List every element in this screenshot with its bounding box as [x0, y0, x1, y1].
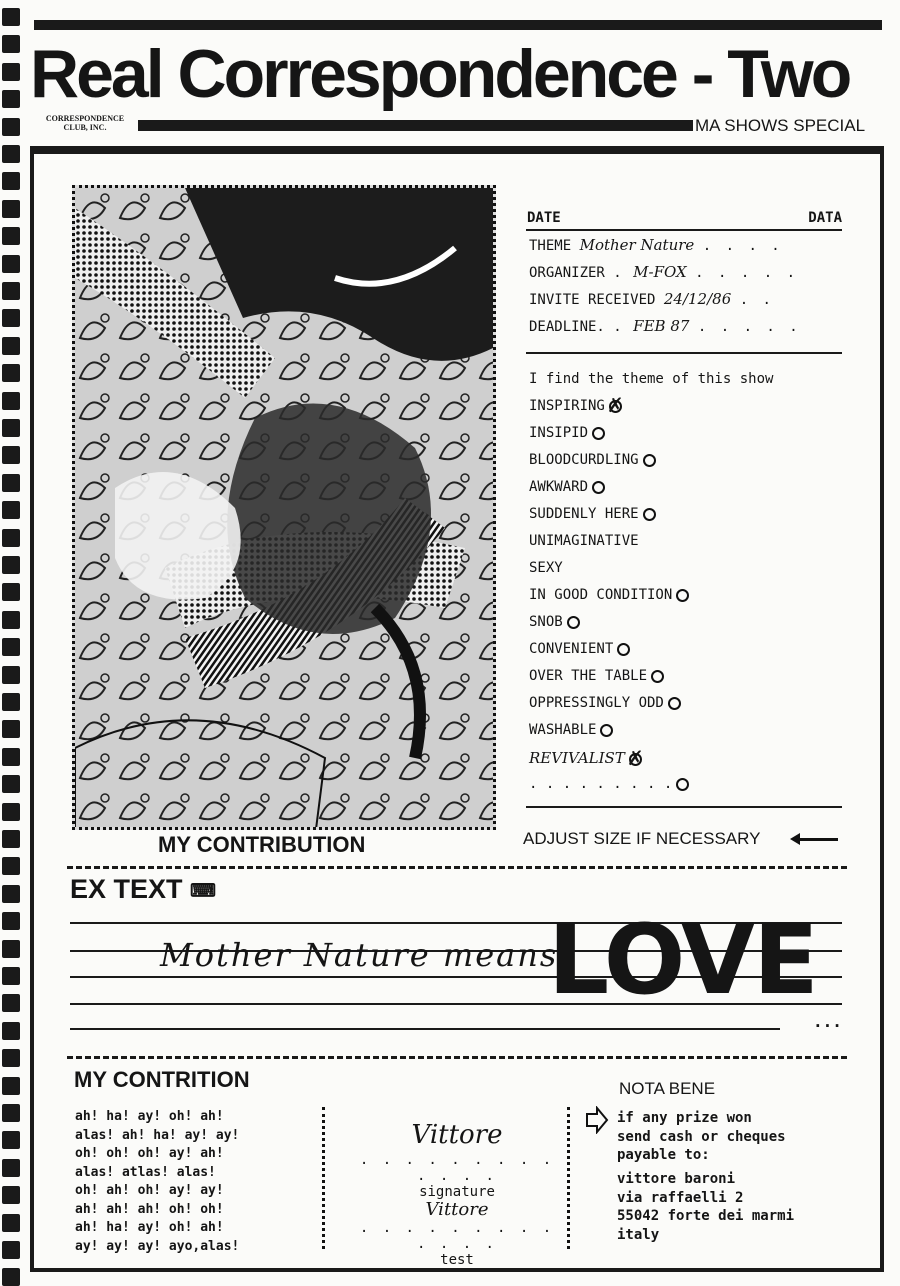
check-mark-icon: ✗	[606, 392, 624, 417]
option-circle-icon[interactable]	[643, 508, 656, 521]
contrition-label: MY CONTRITION	[74, 1067, 250, 1092]
spiral-hole	[2, 1268, 20, 1286]
pointer-arrow-icon	[585, 1106, 609, 1134]
option-circle-icon[interactable]	[617, 643, 630, 656]
theme-option	[529, 392, 624, 417]
spiral-hole	[2, 8, 20, 26]
payee-address	[617, 1170, 794, 1244]
contrition-line: ah! ha! ay! oh! ah!	[75, 1220, 224, 1235]
theme-option	[529, 695, 681, 711]
option-circle-icon[interactable]	[606, 392, 624, 417]
theme-option-label: SNOB	[529, 614, 563, 630]
spiral-hole	[2, 1022, 20, 1040]
spiral-hole	[2, 227, 20, 245]
theme-option-label: CONVENIENT	[529, 641, 614, 657]
theme-option-label: REVIVALIST	[529, 749, 625, 767]
theme-option-label: BLOODCURDLING	[529, 452, 639, 468]
theme-label: THEME	[529, 238, 572, 254]
spiral-hole	[2, 337, 20, 355]
spiral-hole	[2, 940, 20, 958]
invite-row	[529, 290, 774, 308]
invite-label: INVITE RECEIVED	[529, 292, 656, 308]
dashed-divider-1	[67, 866, 847, 869]
adjust-size-note: ADJUST SIZE IF NECESSARY	[523, 829, 761, 848]
spiral-hole	[2, 912, 20, 930]
theme-option	[529, 641, 630, 657]
theme-option	[529, 506, 656, 522]
spiral-hole	[2, 857, 20, 875]
club-line-1: CORRESPONDENCE	[45, 114, 125, 123]
dotted-divider-left	[322, 1107, 325, 1249]
contrition-line: ah! ah! ah! oh! oh!	[75, 1201, 224, 1217]
date-label: DATE	[527, 210, 561, 226]
spiral-hole	[2, 1186, 20, 1204]
spiral-hole	[2, 967, 20, 985]
spiral-hole	[2, 1241, 20, 1259]
theme-option	[529, 776, 689, 792]
theme-option-label: SEXY	[529, 560, 563, 576]
invite-value: 24/12/86	[663, 290, 732, 308]
theme-row	[529, 236, 783, 254]
contrition-line: alas! atlas! alas!	[75, 1164, 216, 1180]
theme-option-label: INSPIRING	[529, 398, 605, 414]
nota-bene-text	[617, 1109, 786, 1165]
theme-option	[529, 479, 605, 495]
option-circle-icon[interactable]	[651, 670, 664, 683]
theme-option	[529, 722, 613, 738]
header-rule	[138, 120, 693, 131]
theme-option	[529, 745, 644, 770]
left-arrow-icon	[798, 838, 838, 841]
data-header-rule	[526, 229, 842, 231]
club-logo	[30, 114, 140, 132]
theme-fill-dots: . . . .	[702, 238, 783, 254]
spiral-hole	[2, 200, 20, 218]
theme-prompt: I find the theme of this show	[529, 371, 774, 387]
spiral-binding	[0, 0, 24, 1277]
deadline-lead-dots: .	[613, 319, 625, 335]
theme-option	[529, 614, 580, 630]
spiral-hole	[2, 255, 20, 273]
option-circle-icon[interactable]	[668, 697, 681, 710]
dotted-divider-right	[567, 1107, 570, 1249]
organizer-fill-dots: . . . . .	[695, 265, 799, 281]
spiral-hole	[2, 419, 20, 437]
address-line: italy	[617, 1226, 660, 1243]
spiral-hole	[2, 145, 20, 163]
spiral-hole	[2, 1131, 20, 1149]
club-line-2: CLUB, INC.	[63, 123, 107, 132]
spiral-hole	[2, 1104, 20, 1122]
spiral-hole	[2, 1077, 20, 1095]
theme-value: Mother Nature	[579, 236, 695, 254]
spiral-hole	[2, 474, 20, 492]
dashed-divider-2	[67, 1056, 847, 1059]
organizer-value: M-FOX	[633, 263, 687, 281]
address-line: via raffaelli 2	[617, 1189, 744, 1206]
theme-option-label: OPPRESSINGLY ODD	[529, 695, 664, 711]
theme-option	[529, 560, 563, 576]
spiral-hole	[2, 1159, 20, 1177]
theme-option	[529, 668, 664, 684]
spiral-hole	[2, 309, 20, 327]
test-scrawl: Vittore	[425, 1199, 489, 1220]
data-label: DATA	[808, 210, 842, 226]
spiral-hole	[2, 282, 20, 300]
option-circle-icon[interactable]	[592, 481, 605, 494]
spiral-hole	[2, 1049, 20, 1067]
invite-fill-dots: . .	[739, 292, 774, 308]
signature-label: signature	[419, 1184, 495, 1200]
date-data-header	[527, 210, 842, 226]
spiral-hole	[2, 803, 20, 821]
spiral-hole	[2, 611, 20, 629]
option-circle-icon[interactable]	[676, 778, 689, 791]
handwritten-text: Mother Nature means	[160, 936, 559, 974]
ex-text-title: EX TEXT	[70, 874, 183, 904]
spiral-hole	[2, 775, 20, 793]
theme-option-label: OVER THE TABLE	[529, 668, 648, 684]
spiral-hole	[2, 172, 20, 190]
check-mark-icon: ✗	[626, 745, 644, 770]
spiral-hole	[2, 720, 20, 738]
top-rule	[34, 20, 882, 30]
contrition-line: alas! ah! ha! ay! ay!	[75, 1127, 240, 1143]
theme-option	[529, 425, 605, 441]
theme-option-label: SUDDENLY HERE	[529, 506, 639, 522]
nota-bene-label: NOTA BENE	[619, 1079, 716, 1098]
address-line: vittore baroni	[617, 1171, 736, 1187]
deadline-label: DEADLINE.	[529, 319, 605, 335]
theme-option-label: INSIPID	[529, 425, 589, 441]
page-title: Real Correspondence - Two	[30, 36, 850, 112]
nota-bene-line: send cash or cheques	[617, 1128, 786, 1145]
spiral-hole	[2, 501, 20, 519]
contrition-line: ah! ha! ay! oh! ah!	[75, 1109, 224, 1124]
contribution-label: MY CONTRIBUTION	[158, 832, 366, 857]
spiral-hole	[2, 364, 20, 382]
signature-dots: . . . . . . . . . . . . .	[359, 1152, 555, 1184]
spiral-hole	[2, 830, 20, 848]
contrition-line: ay! ay! ay! ayo,alas!	[75, 1238, 240, 1254]
contrition-line: oh! ah! oh! ay! ay!	[75, 1183, 224, 1198]
spiral-hole	[2, 994, 20, 1012]
address-line: 55042 forte dei marmi	[617, 1208, 795, 1224]
organizer-label: ORGANIZER	[529, 265, 605, 281]
ex-text-label	[70, 874, 216, 905]
edition-label: MA SHOWS SPECIAL	[695, 116, 866, 135]
trailing-dots: ...	[813, 1012, 842, 1031]
spiral-hole	[2, 885, 20, 903]
nota-bene-line: payable to:	[617, 1147, 710, 1163]
theme-option	[529, 452, 656, 468]
organizer-lead-dots: .	[613, 265, 625, 281]
deadline-row	[529, 317, 801, 335]
nota-bene-line: if any prize won	[617, 1110, 752, 1126]
option-circle-icon[interactable]	[592, 427, 605, 440]
contrition-line: oh! oh! oh! ay! ah!	[75, 1146, 224, 1161]
spiral-hole	[2, 529, 20, 547]
spiral-hole	[2, 118, 20, 136]
theme-option-label: IN GOOD CONDITION	[529, 587, 673, 603]
theme-option-label: . . . . . . . . .	[529, 776, 673, 792]
test-dots: . . . . . . . . . . . . .	[359, 1220, 555, 1252]
spiral-hole	[2, 666, 20, 684]
spiral-hole	[2, 583, 20, 601]
data-panel-rule	[526, 352, 842, 354]
deadline-fill-dots: . . . . .	[697, 319, 801, 335]
collage-artwork	[72, 185, 496, 830]
theme-option	[529, 587, 689, 603]
spiral-hole	[2, 392, 20, 410]
spiral-hole	[2, 63, 20, 81]
writing-line-5	[70, 1028, 780, 1030]
option-circle-icon[interactable]	[643, 454, 656, 467]
signature-block	[352, 1120, 562, 1268]
collage-graphic	[75, 188, 493, 827]
spiral-hole	[2, 35, 20, 53]
theme-option-label: UNIMAGINATIVE	[529, 533, 639, 549]
organizer-row	[529, 263, 798, 281]
contrition-lines	[75, 1108, 239, 1256]
option-circle-icon[interactable]	[676, 589, 689, 602]
spiral-hole	[2, 556, 20, 574]
theme-option-label: AWKWARD	[529, 479, 589, 495]
spiral-hole	[2, 90, 20, 108]
option-circle-icon[interactable]	[626, 745, 644, 770]
typewriter-icon: ⌨	[190, 880, 217, 901]
test-label: test	[440, 1252, 474, 1268]
options-rule	[526, 806, 842, 808]
theme-option-label: WASHABLE	[529, 722, 597, 738]
option-circle-icon[interactable]	[567, 616, 580, 629]
spiral-hole	[2, 638, 20, 656]
love-scrawl: LOVE	[548, 904, 817, 1016]
option-circle-icon[interactable]	[600, 724, 613, 737]
signature-scrawl: Vittore	[411, 1120, 503, 1150]
spiral-hole	[2, 693, 20, 711]
spiral-hole	[2, 748, 20, 766]
spiral-hole	[2, 1214, 20, 1232]
spiral-hole	[2, 446, 20, 464]
deadline-value: FEB 87	[633, 317, 690, 335]
theme-option	[529, 533, 639, 549]
